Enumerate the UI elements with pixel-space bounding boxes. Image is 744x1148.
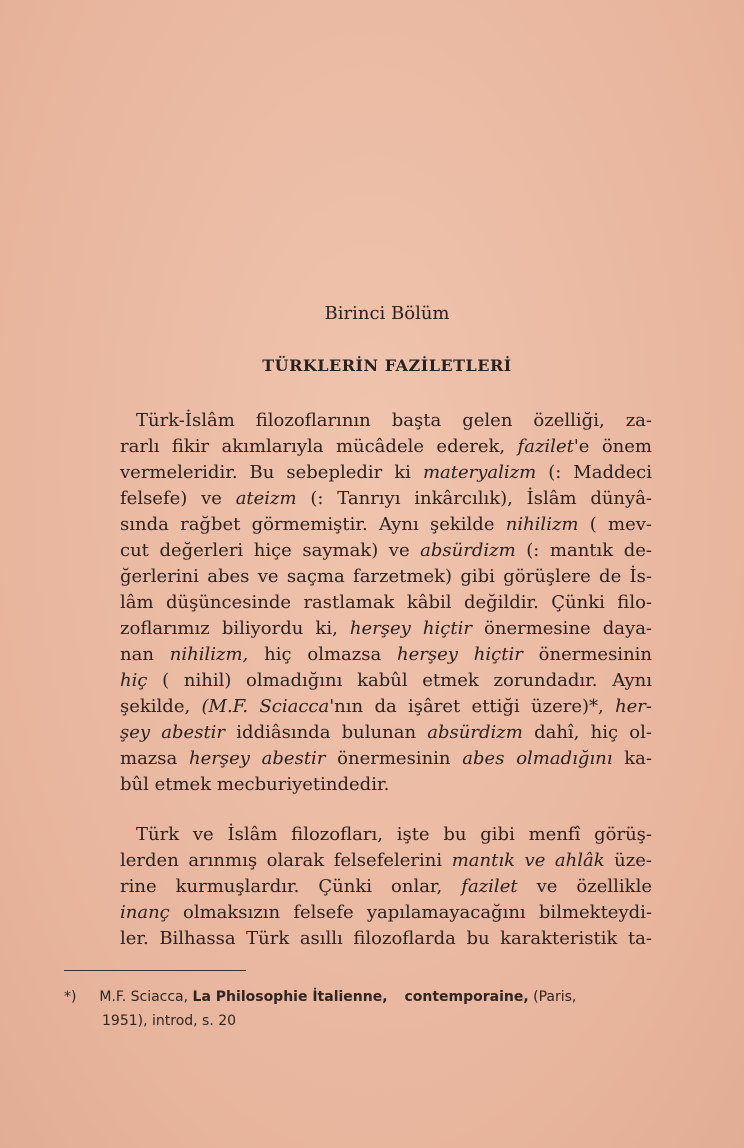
text-line: Türk-İslâm filozoflarının başta gelen özelliği, za- [136,410,652,431]
text-line: felsefe) ve ateizm (: Tanrıyı inkârcılık), İslâm dünyâ- [120,488,653,509]
text-line: lerden arınmış olarak felsefelerini mantık ve ahlâk üze- [120,850,652,871]
text-line: rarlı fikir akımlarıyla mücâdele ederek, fazilet'e önem [120,436,652,457]
text-line: vermeleridir. Bu sebepledir ki materyalizm (: Maddeci [120,462,652,483]
chapter-label: Birinci Bölüm [324,303,450,324]
text-line: inanç olmaksızın felsefe yapılamayacağını bilmekteydi- [120,902,652,923]
chapter-title: TÜRKLERİN FAZİLETLERİ [262,356,512,375]
text-line: cut değerleri hiçe saymak) ve absürdizm (: mantık de- [120,540,652,561]
text-line: sında rağbet görmemiştir. Aynı şekilde nihilizm ( mev- [120,514,652,535]
text-line: nan nihilizm, hiç olmazsa herşey hiçtir önermesinin [120,644,653,665]
text-line: Türk ve İslâm filozofları, işte bu gibi menfî görüş- [136,824,652,845]
footnote-line: *) M.F. Sciacca, La Philosophie İtalienne, contemporaine, (Paris, [64,989,577,1005]
text-line: şey abestir iddiâsında bulunan absürdizm dahî, hiç ol- [120,722,652,743]
text-line: mazsa herşey abestir önermesinin abes olmadığını ka- [120,748,652,769]
text-line: şekilde, (M.F. Sciacca'nın da işâret ettiği üzere)*, her- [120,696,652,717]
footnote-divider [64,970,246,971]
footnote-mark: *) [64,989,77,1005]
text-line: lâm düşüncesinde rastlamak kâbil değildir. Çünki filo- [120,592,652,613]
text-line: rine kurmuşlardır. Çünki onlar, fazilet ve özellikle [120,876,652,897]
text-line: bûl etmek mecburiyetindedir. [120,774,390,795]
text-line: ğerlerini abes ve saçma farzetmek) gibi görüşlere de İs- [120,566,652,587]
text-line: zoflarımız biliyordu ki, herşey hiçtir önermesine daya- [120,618,653,639]
text-line: hiç ( nihil) olmadığını kabûl etmek zorundadır. Aynı [120,670,652,691]
text-line: ler. Bilhassa Türk asıllı filozoflarda bu karakteristik ta- [120,928,652,949]
footnote-line: 1951), introd, s. 20 [102,1013,237,1029]
